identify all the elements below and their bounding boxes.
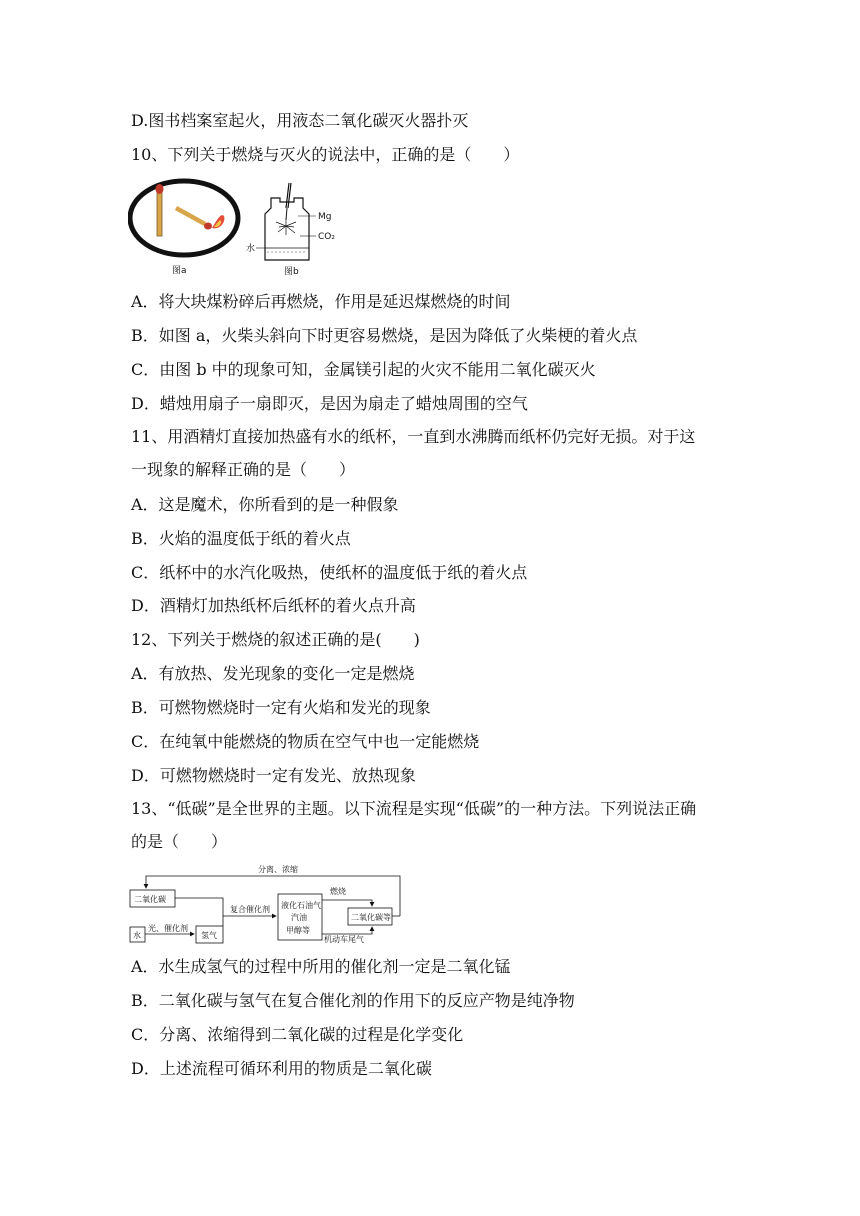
q12-stem: 12、下列关于燃烧的叙述正确的是( ) [131,630,420,649]
flow-label-light-catalyst: 光、催化剂 [148,924,188,933]
flow-label-burn: 燃烧 [330,887,346,896]
q13-stem-line1: 13、“低碳”是全世界的主题。以下流程是实现“低碳”的一种方法。下列说法正确 [131,799,697,818]
q13-option-b: B．二氧化碳与氢气在复合催化剂的作用下的反应产物是纯净物 [131,991,575,1010]
q12-option-d: D．可燃物燃烧时一定有发光、放热现象 [131,766,416,785]
flow-box-co2-text: 二氧化碳 [134,895,166,904]
flow-products-line1: 液化石油气 [281,901,321,910]
flow-label-composite-catalyst: 复合催化剂 [230,905,270,914]
flow-products-line3: 甲醇等 [286,926,310,935]
q11-option-b: B．火焰的温度低于纸的着火点 [131,529,351,548]
figure-b-co2-label: CO₂ [318,232,335,242]
q10-option-a: A．将大块煤粉碎后再燃烧，作用是延迟煤燃烧的时间 [131,292,511,311]
flow-products-line2: 汽油 [291,913,307,922]
q11-option-d: D．酒精灯加热纸杯后纸杯的着火点升高 [131,596,416,615]
q13-stem-line2: 的是（ ） [131,832,228,851]
q10-figures [128,178,368,278]
q12-option-b: B．可燃物燃烧时一定有火焰和发光的现象 [131,698,431,717]
q10-option-b: B．如图 a，火柴头斜向下时更容易燃烧，是因为降低了火柴梗的着火点 [131,326,638,345]
q13-flow-diagram [128,858,408,948]
q11-option-a: A．这是魔术，你所看到的是一种假象 [131,495,399,514]
q13-option-c: C．分离、浓缩得到二氧化碳的过程是化学变化 [131,1025,464,1044]
figure-a-label: 图a [172,266,187,276]
q12-option-a: A．有放热、发光现象的变化一定是燃烧 [131,664,415,683]
q11-option-c: C．纸杯中的水汽化吸热，使纸杯的温度低于纸的着火点 [131,563,528,582]
flow-label-separate: 分离、浓缩 [258,865,298,874]
flow-label-exhaust: 机动车尾气 [324,935,364,944]
q13-option-a: A．水生成氢气的过程中所用的催化剂一定是二氧化锰 [131,957,511,976]
flow-box-co2-etc-text: 二氧化碳等 [351,913,391,922]
figure-b [246,183,335,277]
figure-b-mg-label: Mg [318,212,332,222]
q11-stem-line1: 11、用酒精灯直接加热盛有水的纸杯，一直到水沸腾而纸杯仍完好无损。对于这 [131,427,696,446]
figure-b-water-label: 水 [246,244,256,254]
q10-option-c: C．由图 b 中的现象可知，金属镁引起的火灾不能用二氧化碳灭火 [131,360,596,379]
q9-option-d: D.图书档案室起火，用液态二氧化碳灭火器扑灭 [131,111,469,130]
flow-box-hydrogen-text: 氢气 [201,931,217,940]
figure-b-label: 图b [284,267,299,277]
q10-stem: 10、下列关于燃烧与灭火的说法中，正确的是（ ） [131,145,520,164]
q12-option-c: C．在纯氧中能燃烧的物质在空气中也一定能燃烧 [131,732,480,751]
q11-stem-line2: 一现象的解释正确的是（ ） [131,460,356,479]
figure-a [130,181,238,276]
q10-option-d: D．蜡烛用扇子一扇即灭，是因为扇走了蜡烛周围的空气 [131,394,528,413]
q13-option-d: D．上述流程可循环利用的物质是二氧化碳 [131,1059,432,1078]
flow-box-water-text: 水 [133,931,141,940]
